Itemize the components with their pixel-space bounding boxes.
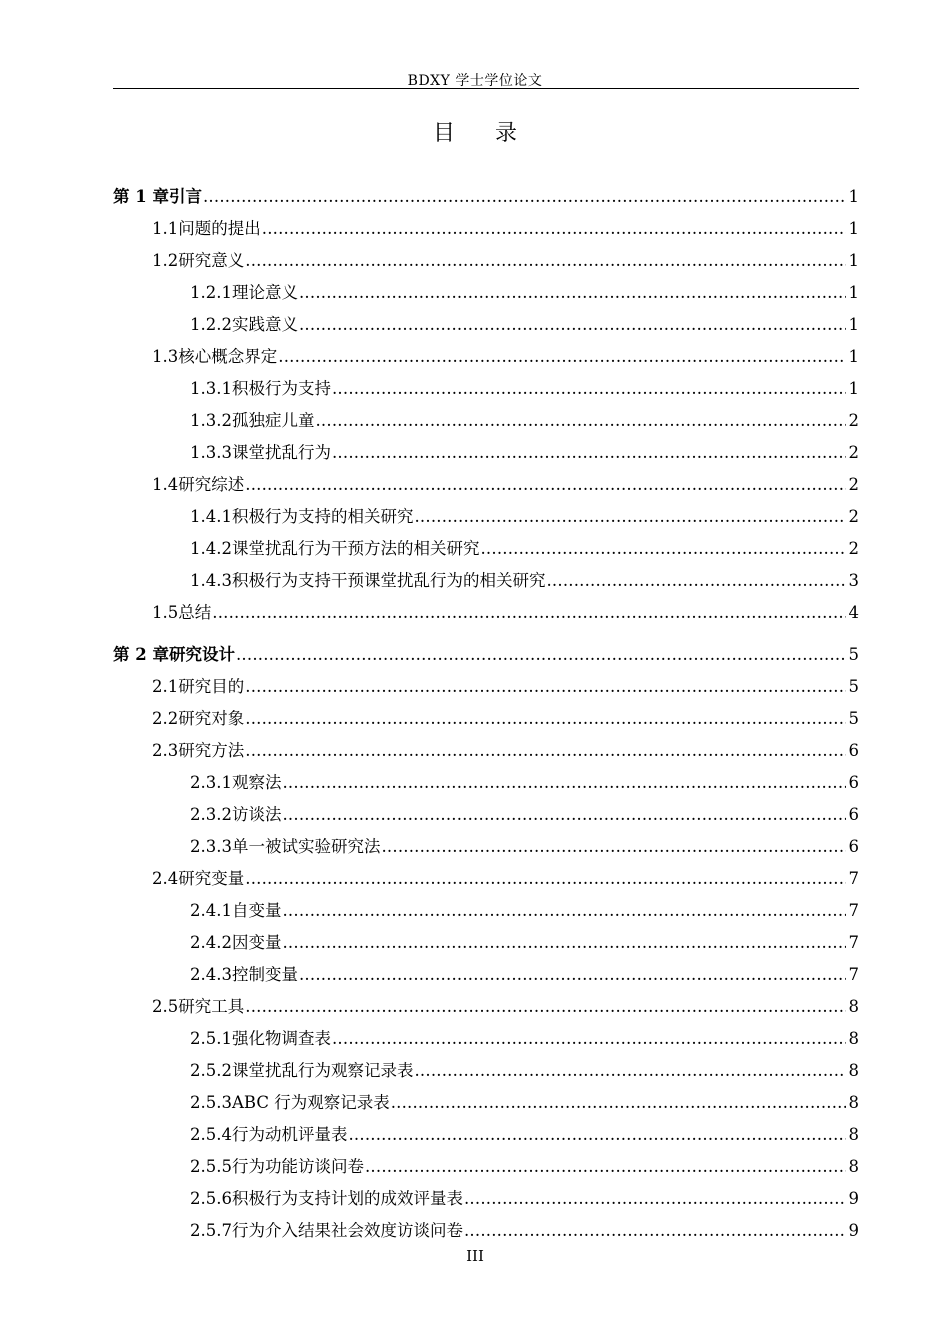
toc-entry-title: ABC 行为观察记录表 xyxy=(231,1093,390,1112)
toc-section-entry[interactable] xyxy=(113,373,859,405)
toc-entry-number: 1.3 xyxy=(152,347,179,366)
toc-section-entry[interactable] xyxy=(113,501,859,533)
toc-entry-number: 第 2 章 xyxy=(113,645,169,664)
dot-leader xyxy=(212,597,846,629)
toc-section-entry[interactable] xyxy=(113,213,859,245)
toc-section-entry[interactable] xyxy=(113,565,859,597)
toc-entry-number: 2.2 xyxy=(152,709,179,728)
toc-entry-number: 2.5.1 xyxy=(190,1029,232,1048)
toc-entry-page: 6 xyxy=(848,837,859,856)
toc-entry-title: 研究方法 xyxy=(178,741,245,760)
toc-section-entry[interactable] xyxy=(113,959,859,991)
dot-leader xyxy=(245,735,846,767)
dot-leader xyxy=(245,671,846,703)
toc-entry-title: 问题的提出 xyxy=(178,219,261,238)
dot-leader xyxy=(236,639,846,671)
toc-entry-page: 1 xyxy=(848,315,859,334)
page-number: III xyxy=(466,1247,484,1265)
toc-section-entry[interactable] xyxy=(113,927,859,959)
toc-entry-title: 理论意义 xyxy=(231,283,298,302)
toc-entry-page: 7 xyxy=(848,901,859,920)
toc-entry-number: 2.5.4 xyxy=(190,1125,232,1144)
toc-entry-title: 研究意义 xyxy=(178,251,245,270)
toc-section-entry[interactable] xyxy=(113,1087,859,1119)
toc-entry-page: 7 xyxy=(848,869,859,888)
toc-section-entry[interactable] xyxy=(113,1119,859,1151)
toc-chapter-entry[interactable] xyxy=(113,639,859,671)
dot-leader xyxy=(365,1151,846,1183)
toc-entry-number: 2.1 xyxy=(152,677,179,696)
dot-leader xyxy=(348,1119,846,1151)
toc-section-entry[interactable] xyxy=(113,767,859,799)
toc-entry-title: 研究变量 xyxy=(178,869,245,888)
dot-leader xyxy=(282,799,846,831)
toc-entry-page: 2 xyxy=(848,443,859,462)
dot-leader xyxy=(332,437,846,469)
dot-leader xyxy=(299,309,846,341)
toc-entry-title: 行为动机评量表 xyxy=(231,1125,348,1144)
toc-section-entry[interactable] xyxy=(113,597,859,629)
toc-entry-page: 5 xyxy=(848,645,859,664)
toc-entry-number: 1.5 xyxy=(152,603,179,622)
toc-section-entry[interactable] xyxy=(113,469,859,501)
toc-entry-title: 孤独症儿童 xyxy=(231,411,315,430)
toc-entry-number: 1.2.2 xyxy=(190,315,232,334)
dot-leader xyxy=(262,213,846,245)
toc-entry-title: 积极行为支持 xyxy=(231,379,331,398)
toc-entry-number: 2.3 xyxy=(152,741,179,760)
toc-entry-page: 9 xyxy=(848,1189,859,1208)
dot-leader xyxy=(299,277,846,309)
toc-entry-title: 行为功能访谈问卷 xyxy=(231,1157,364,1176)
dot-leader xyxy=(464,1183,846,1215)
dot-leader xyxy=(245,703,846,735)
toc-entry-page: 7 xyxy=(848,933,859,952)
dot-leader xyxy=(391,1087,846,1119)
toc-section-entry[interactable] xyxy=(113,405,859,437)
toc-entry-page: 6 xyxy=(848,805,859,824)
toc-entry-page: 1 xyxy=(848,251,859,270)
toc-section-entry[interactable] xyxy=(113,1183,859,1215)
toc-entry-number: 第 1 章 xyxy=(113,187,169,206)
toc-entry-number: 1.4.3 xyxy=(190,571,232,590)
toc-entry-number: 2.5.3 xyxy=(190,1093,232,1112)
toc-section-entry[interactable] xyxy=(113,991,859,1023)
toc-section-entry[interactable] xyxy=(113,245,859,277)
toc-entry-number: 2.4.2 xyxy=(190,933,232,952)
toc-entry-title: 实践意义 xyxy=(231,315,298,334)
toc-entry-title: 核心概念界定 xyxy=(178,347,278,366)
toc-entry-title: 积极行为支持干预课堂扰乱行为的相关研究 xyxy=(231,571,546,590)
dot-leader xyxy=(332,1023,846,1055)
toc-entry-page: 9 xyxy=(848,1221,859,1240)
dot-leader xyxy=(414,501,846,533)
toc-entry-title: 控制变量 xyxy=(231,965,298,984)
toc-entry-title: 课堂扰乱行为 xyxy=(231,443,331,462)
toc-entry-page: 6 xyxy=(848,773,859,792)
toc-entry-page: 2 xyxy=(848,475,859,494)
toc-entry-page: 2 xyxy=(848,539,859,558)
toc-entry-title: 研究工具 xyxy=(178,997,245,1016)
toc-entry-number: 2.3.3 xyxy=(190,837,232,856)
dot-leader xyxy=(278,341,846,373)
toc-entry-number: 1.4.2 xyxy=(190,539,232,558)
toc-section-entry[interactable] xyxy=(113,671,859,703)
header-rule xyxy=(113,88,859,89)
toc-section-entry[interactable] xyxy=(113,1151,859,1183)
dot-leader xyxy=(332,373,846,405)
dot-leader xyxy=(464,1215,846,1247)
dot-leader xyxy=(245,863,846,895)
dot-leader xyxy=(381,831,846,863)
toc-entry-number: 2.5 xyxy=(152,997,179,1016)
toc-entry-number: 2.4.3 xyxy=(190,965,232,984)
toc-section-entry[interactable] xyxy=(113,341,859,373)
toc-entry-title: 积极行为支持的相关研究 xyxy=(231,507,414,526)
toc-entry-title: 因变量 xyxy=(231,933,282,952)
dot-leader xyxy=(299,959,846,991)
toc-entry-title: 自变量 xyxy=(231,901,282,920)
toc-entry-title: 单一被试实验研究法 xyxy=(231,837,381,856)
toc-entry-number: 2.5.2 xyxy=(190,1061,232,1080)
dot-leader xyxy=(282,895,846,927)
toc-entry-page: 2 xyxy=(848,507,859,526)
page-title: 目录 xyxy=(432,121,557,146)
toc-section-entry[interactable] xyxy=(113,1055,859,1087)
toc-entry-title: 研究设计 xyxy=(168,645,235,664)
toc-section-entry[interactable] xyxy=(113,831,859,863)
toc-entry-page: 3 xyxy=(848,571,859,590)
toc-entry-page: 4 xyxy=(848,603,859,622)
toc-section-entry[interactable] xyxy=(113,735,859,767)
toc-entry-page: 1 xyxy=(848,187,859,206)
toc-entry-title: 观察法 xyxy=(231,773,282,792)
dot-leader xyxy=(203,181,846,213)
toc-entry-page: 6 xyxy=(848,741,859,760)
toc-entry-title: 研究目的 xyxy=(178,677,245,696)
table-of-contents xyxy=(113,181,859,1247)
toc-section-entry[interactable] xyxy=(113,863,859,895)
dot-leader xyxy=(245,991,846,1023)
toc-entry-number: 1.2 xyxy=(152,251,179,270)
toc-entry-number: 2.4.1 xyxy=(190,901,232,920)
dot-leader xyxy=(315,405,846,437)
toc-entry-title: 课堂扰乱行为观察记录表 xyxy=(231,1061,414,1080)
toc-entry-page: 8 xyxy=(848,1093,859,1112)
toc-section-entry[interactable] xyxy=(113,533,859,565)
toc-entry-page: 1 xyxy=(848,283,859,302)
toc-entry-number: 1.1 xyxy=(152,219,179,238)
dot-leader xyxy=(282,767,846,799)
toc-entry-title: 研究对象 xyxy=(178,709,245,728)
toc-entry-page: 8 xyxy=(848,1125,859,1144)
dot-leader xyxy=(245,469,846,501)
toc-entry-number: 2.3.2 xyxy=(190,805,232,824)
toc-entry-number: 2.5.5 xyxy=(190,1157,232,1176)
toc-entry-page: 8 xyxy=(848,1157,859,1176)
toc-entry-title: 积极行为支持计划的成效评量表 xyxy=(231,1189,463,1208)
toc-entry-page: 7 xyxy=(848,965,859,984)
toc-entry-page: 5 xyxy=(848,709,859,728)
toc-entry-number: 1.3.2 xyxy=(190,411,232,430)
toc-entry-number: 2.5.6 xyxy=(190,1189,232,1208)
toc-entry-page: 5 xyxy=(848,677,859,696)
dot-leader xyxy=(480,533,846,565)
toc-entry-page: 8 xyxy=(848,1029,859,1048)
dot-leader xyxy=(414,1055,846,1087)
toc-section-entry[interactable] xyxy=(113,895,859,927)
toc-section-entry[interactable] xyxy=(113,1215,859,1247)
dot-leader xyxy=(282,927,846,959)
toc-section-entry[interactable] xyxy=(113,277,859,309)
toc-entry-number: 1.4.1 xyxy=(190,507,232,526)
toc-entry-number: 1.3.3 xyxy=(190,443,232,462)
toc-section-entry[interactable] xyxy=(113,309,859,341)
toc-entry-title: 强化物调查表 xyxy=(231,1029,331,1048)
toc-section-entry[interactable] xyxy=(113,1023,859,1055)
toc-entry-number: 1.2.1 xyxy=(190,283,232,302)
toc-chapter-entry[interactable] xyxy=(113,181,859,213)
toc-entry-title: 总结 xyxy=(178,603,212,622)
toc-entry-title: 研究综述 xyxy=(178,475,245,494)
toc-entry-page: 1 xyxy=(848,347,859,366)
toc-entry-title: 访谈法 xyxy=(231,805,282,824)
toc-entry-number: 1.4 xyxy=(152,475,179,494)
toc-entry-title: 行为介入结果社会效度访谈问卷 xyxy=(231,1221,463,1240)
toc-entry-number: 2.3.1 xyxy=(190,773,232,792)
toc-entry-page: 8 xyxy=(848,1061,859,1080)
toc-entry-page: 8 xyxy=(848,997,859,1016)
toc-entry-number: 2.4 xyxy=(152,869,179,888)
toc-entry-title: 引言 xyxy=(168,187,202,206)
toc-entry-page: 1 xyxy=(848,379,859,398)
toc-entry-page: 1 xyxy=(848,219,859,238)
toc-entry-page: 2 xyxy=(848,411,859,430)
toc-section-entry[interactable] xyxy=(113,437,859,469)
toc-section-entry[interactable] xyxy=(113,703,859,735)
toc-entry-number: 1.3.1 xyxy=(190,379,232,398)
dot-leader xyxy=(546,565,846,597)
toc-entry-title: 课堂扰乱行为干预方法的相关研究 xyxy=(231,539,480,558)
dot-leader xyxy=(245,245,846,277)
toc-section-entry[interactable] xyxy=(113,799,859,831)
toc-entry-number: 2.5.7 xyxy=(190,1221,232,1240)
running-header: BDXY 学士学位论文 xyxy=(407,73,543,89)
